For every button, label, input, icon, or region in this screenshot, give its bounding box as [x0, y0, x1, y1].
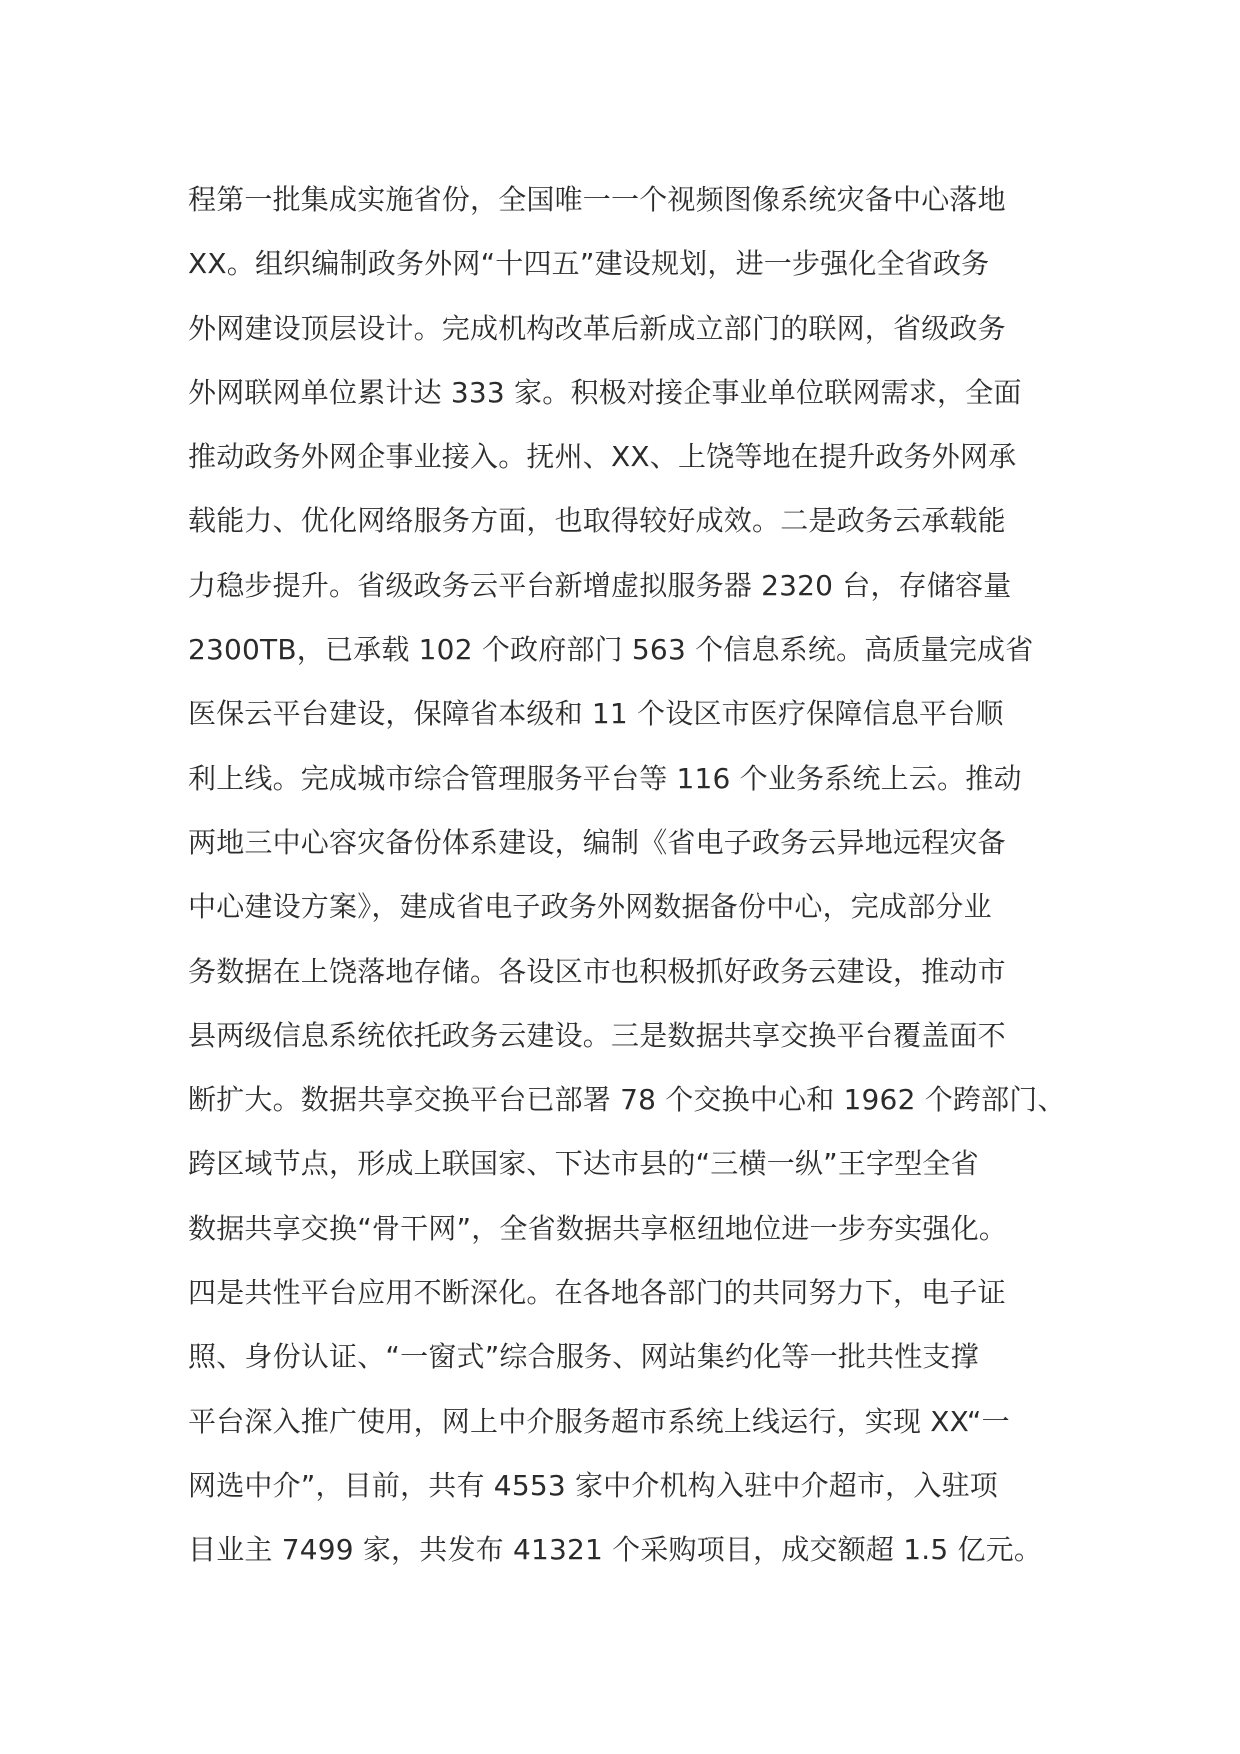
text-line: 力稳步提升。省级政务云平台新增虚拟服务器 2320 台，存储容量	[188, 568, 1012, 602]
text-line: 照、身份认证、“一窗式”综合服务、网站集约化等一批共性支撑	[188, 1340, 979, 1374]
text-line: XX。组织编制政务外网“十四五”建设规划，进一步强化全省政务	[188, 247, 990, 281]
text-line: 四是共性平台应用不断深化。在各地各部门的共同努力下，电子证	[188, 1276, 1006, 1310]
text-line: 数据共享交换“骨干网”，全省数据共享枢纽地位进一步夯实强化。	[188, 1211, 1008, 1245]
text-line: 县两级信息系统依托政务云建设。三是数据共享交换平台覆盖面不	[188, 1018, 1006, 1052]
text-line: 网选中介”，目前，共有 4553 家中介机构入驻中介超市，入驻项	[188, 1468, 998, 1502]
text-line: 外网联网单位累计达 333 家。积极对接企事业单位联网需求，全面	[188, 375, 1022, 409]
text-line: 医保云平台建设，保障省本级和 11 个设区市医疗保障信息平台顺	[188, 697, 1004, 731]
text-line: 利上线。完成城市综合管理服务平台等 116 个业务系统上云。推动	[188, 761, 1022, 795]
text-line: 载能力、优化网络服务方面，也取得较好成效。二是政务云承载能	[188, 504, 1006, 538]
text-line: 断扩大。数据共享交换平台已部署 78 个交换中心和 1962 个跨部门、	[188, 1083, 1066, 1117]
text-line: 外网建设顶层设计。完成机构改革后新成立部门的联网，省级政务	[188, 311, 1006, 345]
text-line: 中心建设方案》，建成省电子政务外网数据备份中心，完成部分业	[188, 890, 992, 924]
text-line: 务数据在上饶落地存储。各设区市也积极抓好政务云建设，推动市	[188, 954, 1006, 988]
text-line: 推动政务外网企事业接入。抚州、XX、上饶等地在提升政务外网承	[188, 440, 1017, 474]
text-line: 程第一批集成实施省份，全国唯一一个视频图像系统灾备中心落地	[188, 183, 1006, 216]
text-line: 平台深入推广使用，网上中介服务超市系统上线运行，实现 XX“一	[188, 1404, 1010, 1438]
text-line: 两地三中心容灾备份体系建设，编制《省电子政务云异地远程灾备	[188, 825, 1006, 859]
body-paragraph	[188, 168, 1088, 1583]
text-line: 跨区域节点，形成上联国家、下达市县的“三横一纵”王字型全省	[188, 1147, 979, 1181]
text-line: 目业主 7499 家，共发布 41321 个采购项目，成交额超 1.5 亿元。	[188, 1533, 1043, 1567]
text-line: 2300TB，已承载 102 个政府部门 563 个信息系统。高质量完成省	[188, 633, 1034, 667]
